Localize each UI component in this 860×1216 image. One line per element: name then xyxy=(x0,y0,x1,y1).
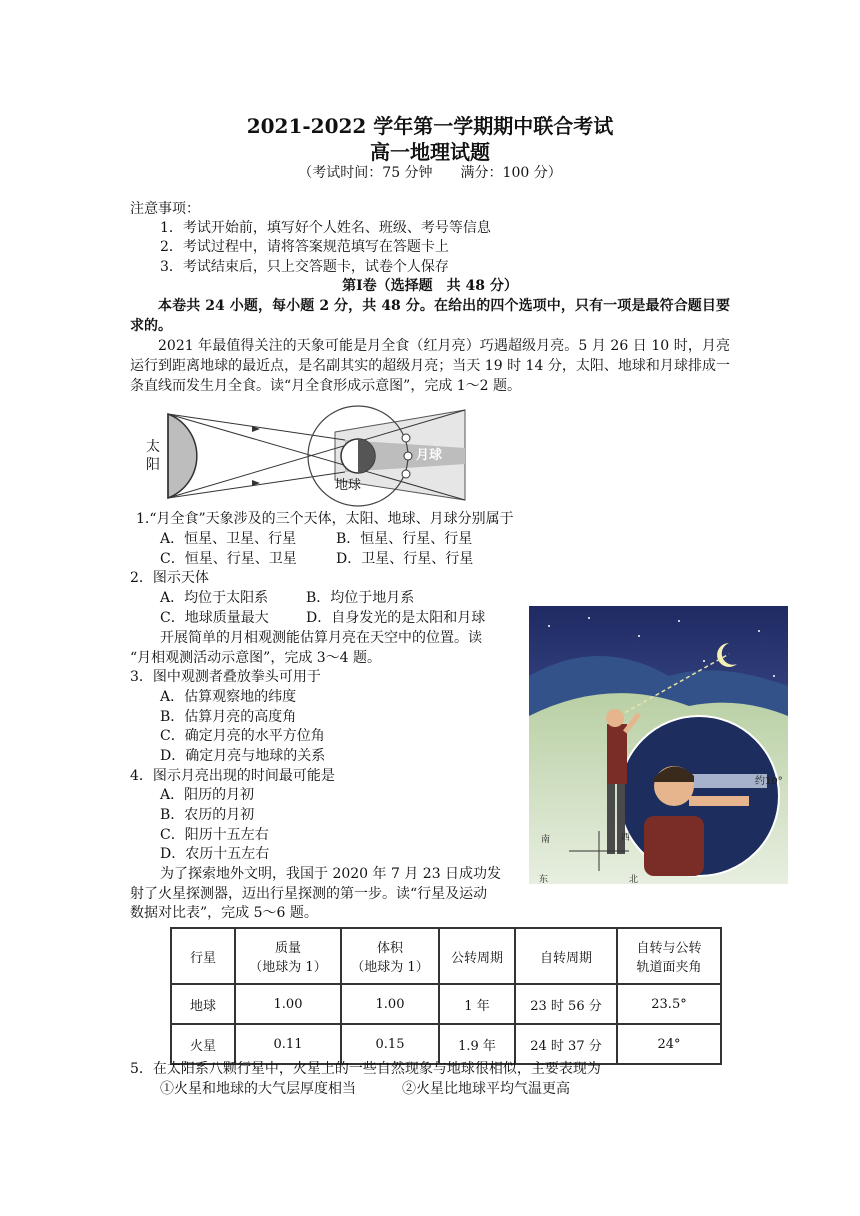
q3-stem: 3．图中观测者叠放拳头可用于 xyxy=(130,669,321,685)
table-cell: 1.00 xyxy=(235,984,341,1024)
table-cell: 0.15 xyxy=(341,1024,439,1064)
q4-option-d: D．农历十五左右 xyxy=(160,846,270,862)
notice-heading: 注意事项： xyxy=(130,201,200,217)
exam-info: （考试时间：75 分钟 满分：100 分） xyxy=(298,165,562,181)
q3-option-b: B．估算月亮的高度角 xyxy=(160,709,297,725)
table-cell: 火星 xyxy=(171,1024,235,1064)
table-cell: 1.00 xyxy=(341,984,439,1024)
table-header-cell: 质量 （地球为 1） xyxy=(235,928,341,984)
notice-item: 1．考试开始前，填写好个人姓名、班级、考号等信息 xyxy=(160,220,491,236)
passage-mars-line1: 为了探索地外文明，我国于 2020 年 7 月 23 日成功发 xyxy=(160,866,502,882)
q5-stem: 5．在太阳系八颗行星中，火星上的一些自然现象与地球很相似，主要表现为 xyxy=(130,1061,601,1077)
direction-south: 南 xyxy=(541,835,551,845)
moon-observation-figure xyxy=(529,606,788,884)
passage-moon-line2: “月相观测活动示意图”，完成 3～4 题。 xyxy=(130,650,382,666)
table-header-cell: 行星 xyxy=(171,928,235,984)
passage-moon-line1: 开展简单的月相观测能估算月亮在天空中的位置。读 xyxy=(160,630,482,646)
q2-option-d: D．自身发光的是太阳和月球 xyxy=(306,610,486,626)
q1-stem: 1.“月全食”天象涉及的三个天体，太阳、地球、月球分别属于 xyxy=(136,511,514,527)
q4-option-c: C．阳历十五左右 xyxy=(160,827,269,843)
table-header-cell: 公转周期 xyxy=(439,928,515,984)
q1-option-b: B．恒星、行星、行星 xyxy=(336,531,473,547)
direction-west: 西 xyxy=(621,833,631,843)
passage-mars-line2: 射了火星探测器，迈出行星探测的第一步。读“行星及运动 xyxy=(130,886,488,902)
section-instruction: 本卷共 24 小题，每小题 2 分，共 48 分。在给出的四个选项中，只有一项是最符合题目要求的。 xyxy=(130,298,730,334)
table-row xyxy=(171,1024,721,1064)
eclipse-figure xyxy=(140,402,470,508)
sun-label: 太阳 xyxy=(146,439,160,473)
section-title: 第Ⅰ卷（选择题 共 48 分） xyxy=(342,278,518,294)
table-cell: 24 时 37 分 xyxy=(515,1024,617,1064)
table-cell: 地球 xyxy=(171,984,235,1024)
table-header-cell: 体积 （地球为 1） xyxy=(341,928,439,984)
q4-option-b: B．农历的月初 xyxy=(160,807,255,823)
q5-option-1: ①火星和地球的大气层厚度相当 xyxy=(160,1081,356,1097)
earth-label: 地球 xyxy=(335,478,362,493)
direction-east: 东 xyxy=(539,875,549,884)
q2-option-a: A．均位于太阳系 xyxy=(160,590,269,606)
notice-item: 2．考试过程中，请将答案规范填写在答题卡上 xyxy=(160,239,449,255)
q3-option-a: A．估算观察地的纬度 xyxy=(160,689,297,705)
notice-item: 3．考试结束后，只上交答题卡，试卷个人保存 xyxy=(160,259,449,275)
table-cell: 1 年 xyxy=(439,984,515,1024)
q4-option-a: A．阳历的月初 xyxy=(160,787,255,803)
table-cell: 0.11 xyxy=(235,1024,341,1064)
q5-option-2: ②火星比地球平均气温更高 xyxy=(402,1081,570,1097)
q1-option-d: D．卫星、行星、行星 xyxy=(336,551,474,567)
table-row xyxy=(171,984,721,1024)
exam-title: 2021-2022 学年第一学期期中联合考试 xyxy=(246,114,614,138)
planet-data-table xyxy=(170,927,722,1065)
table-header-row xyxy=(171,928,721,984)
q2-stem: 2．图示天体 xyxy=(130,570,209,586)
angle-label: 约10° xyxy=(755,776,783,787)
q2-option-b: B．均位于地月系 xyxy=(306,590,415,606)
table-header-cell: 自转与公转 轨道面夹角 xyxy=(617,928,721,984)
table-cell: 23 时 56 分 xyxy=(515,984,617,1024)
table-cell: 24° xyxy=(617,1024,721,1064)
q1-option-a: A．恒星、卫星、行星 xyxy=(160,531,297,547)
q1-option-c: C．恒星、行星、卫星 xyxy=(160,551,297,567)
table-cell: 23.5° xyxy=(617,984,721,1024)
q4-stem: 4．图示月亮出现的时间最可能是 xyxy=(130,768,335,784)
exam-subject: 高一地理试题 xyxy=(370,140,490,164)
table-header-cell: 自转周期 xyxy=(515,928,617,984)
q3-option-c: C．确定月亮的水平方位角 xyxy=(160,728,325,744)
q2-option-c: C．地球质量最大 xyxy=(160,610,269,626)
table-cell: 1.9 年 xyxy=(439,1024,515,1064)
passage-eclipse: 2021 年最值得关注的天象可能是月全食（红月亮）巧遇超级月亮。5 月 26 日 10 时，月亮运行到距离地球的最近点，是名副其实的超级月亮；当天 19 时 14 分，太阳、地球和月球排成一条直线而发生月全食。读“月全食形成示意图”，完成 1～2 题。 xyxy=(130,338,730,394)
direction-north: 北 xyxy=(629,875,639,884)
q3-option-d: D．确定月亮与地球的关系 xyxy=(160,748,326,764)
passage-mars-line3: 数据对比表”，完成 5～6 题。 xyxy=(130,905,318,921)
moon-label: 月球 xyxy=(416,448,443,463)
